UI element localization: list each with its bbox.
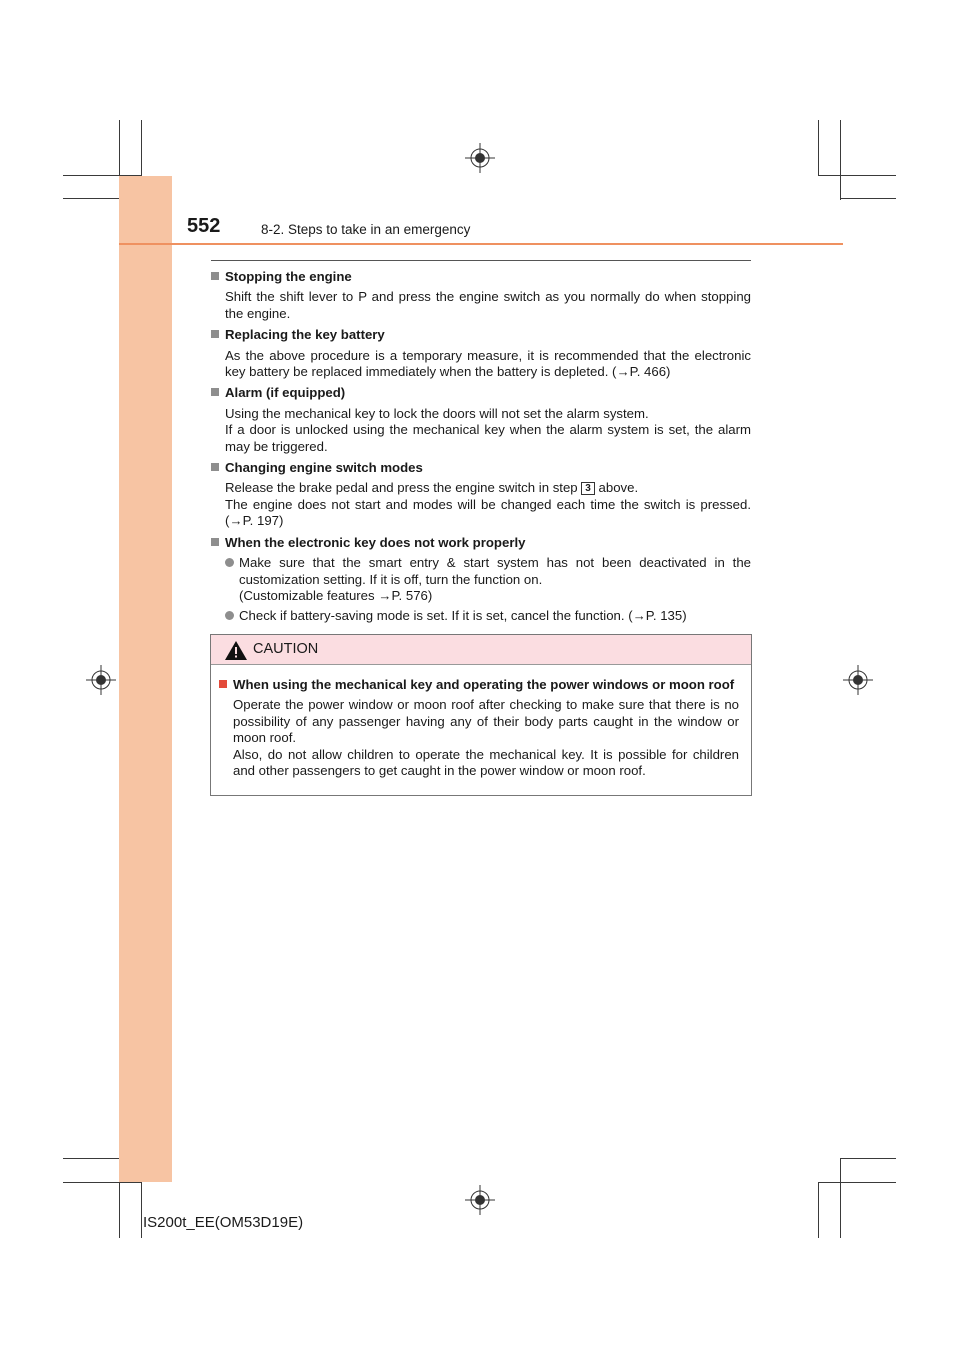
square-bullet-icon (211, 538, 219, 546)
crop-mark (818, 120, 819, 175)
item-body (225, 480, 751, 529)
registration-mark-icon (843, 665, 873, 695)
item-heading: Alarm (if equipped) (225, 385, 346, 401)
caution-body (211, 665, 751, 779)
item-body-line: The engine does not start and modes will be changed each time the switch is pressed. (→P. 197) (225, 496, 751, 529)
caution-heading: When using the mechanical key and operating the power windows or moon roof (233, 677, 735, 692)
step-number-badge: 3 (581, 482, 595, 495)
caution-body-line: Also, do not allow children to operate the mechanical key. It is possible for children and other passengers to get caught in the power window or moon roof. (233, 746, 739, 779)
registration-mark-icon (465, 1185, 495, 1215)
item-body-line: Using the mechanical key to lock the doors will not set the alarm system. (225, 405, 649, 421)
crop-mark (840, 1158, 841, 1238)
square-bullet-icon (211, 463, 219, 471)
warning-triangle-icon (225, 641, 247, 660)
content-top-rule (211, 260, 751, 261)
registration-mark-icon (465, 143, 495, 173)
item-body: Shift the shift lever to P and press the engine switch as you normally do when stopping the engine. (225, 289, 751, 321)
item-body-line: If a door is unlocked using the mechanical key when the alarm system is set, the alarm may be triggered. (225, 422, 751, 454)
circle-bullet-icon (225, 558, 234, 567)
list-item (211, 385, 751, 455)
item-body (225, 406, 751, 455)
crop-mark (63, 1158, 120, 1159)
list-item (211, 327, 751, 380)
section-title: 8-2. Steps to take in an emergency (261, 222, 471, 237)
item-heading: Changing engine switch modes (225, 460, 423, 476)
crop-mark (141, 1182, 142, 1238)
item-heading: Replacing the key battery (225, 327, 385, 343)
item-body: As the above procedure is a temporary measure, it is recommended that the electronic key battery be replaced immediately when the battery is depleted. (→P. 466) (225, 347, 751, 380)
caution-body-line: Operate the power window or moon roof after checking to make sure that there is no possibility of any passenger having any of their body parts caught in the window or moon roof. (233, 697, 739, 746)
crop-mark (63, 198, 120, 199)
square-bullet-icon (211, 388, 219, 396)
model-code: IS200t_EE(OM53D19E) (143, 1214, 304, 1231)
circle-bullet-icon (225, 611, 234, 620)
crop-mark (818, 1182, 819, 1238)
caution-title: CAUTION (253, 641, 319, 657)
crop-mark (141, 120, 142, 175)
bullet-item: Make sure that the smart entry & start system has not been deactivated in the customization setting. If it is off, turn the function on. (Customizable features →P. 576) (225, 555, 751, 604)
caution-header (211, 635, 751, 665)
item-heading: Stopping the engine (225, 269, 352, 284)
crop-mark (63, 1182, 142, 1183)
square-bullet-icon (219, 680, 227, 688)
side-tab (119, 176, 172, 1182)
list-item (211, 269, 751, 322)
list-item (211, 460, 751, 530)
square-bullet-icon (211, 272, 219, 280)
content-area (211, 269, 751, 630)
caution-box (210, 634, 752, 796)
item-body-line: Release the brake pedal and press the engine switch in step 3 above. (225, 480, 639, 496)
square-bullet-icon (211, 330, 219, 338)
page-number: 552 (187, 215, 221, 237)
registration-mark-icon (86, 665, 116, 695)
crop-mark (818, 1182, 896, 1183)
crop-mark (840, 198, 896, 199)
list-item (211, 535, 751, 625)
header-rule (119, 243, 843, 245)
crop-mark (840, 1158, 896, 1159)
crop-mark (818, 175, 896, 176)
item-heading: When the electronic key does not work properly (225, 534, 526, 550)
bullet-item: Check if battery-saving mode is set. If it is set, cancel the function. (→P. 135) (225, 608, 751, 624)
crop-mark (840, 120, 841, 200)
